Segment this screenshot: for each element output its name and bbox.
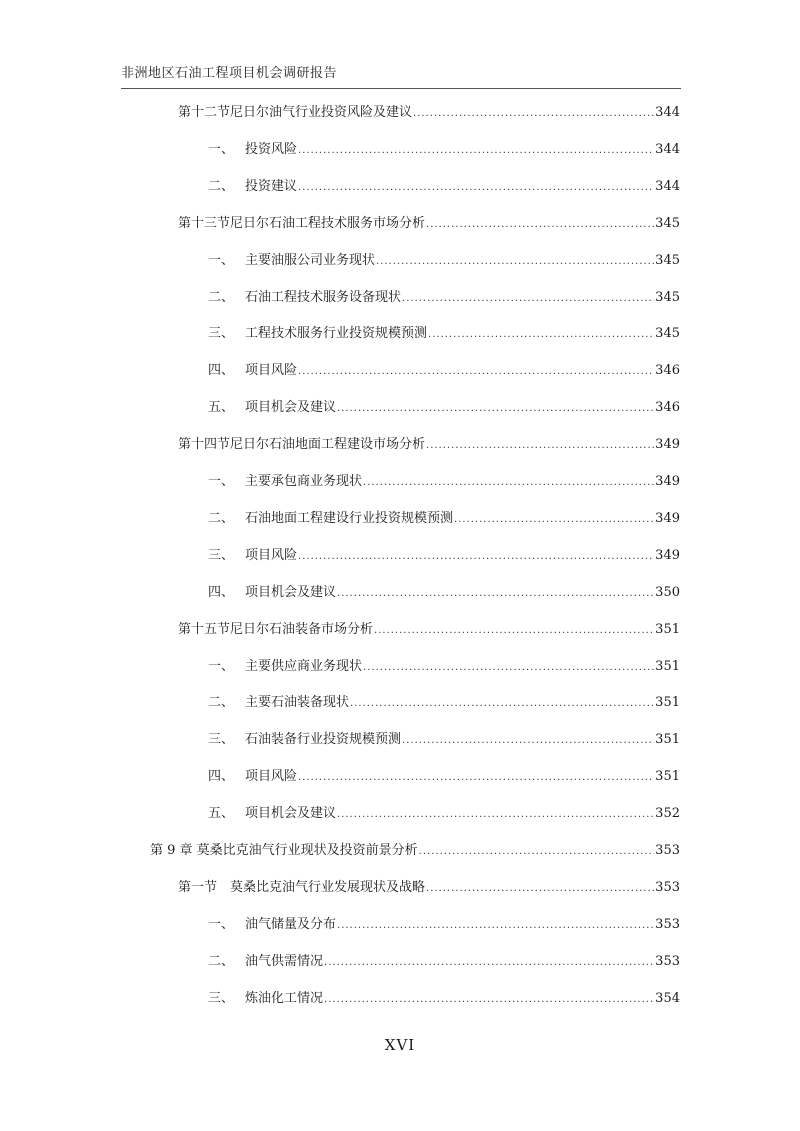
toc-entry-title: 项目机会及建议 <box>245 806 337 821</box>
toc-entry-title: 项目风险 <box>245 363 298 378</box>
toc-leader-dots <box>298 547 654 567</box>
toc-entry-page: 345 <box>655 326 680 341</box>
toc-leader-dots <box>402 289 654 309</box>
toc-leader-dots <box>413 104 654 124</box>
toc-entry-title: 油气储量及分布 <box>245 917 337 932</box>
toc-entry-number: 一、 <box>208 917 235 932</box>
toc-entry-number: 三、 <box>208 326 235 341</box>
toc-entry[interactable] <box>208 804 680 824</box>
toc-entry-page: 345 <box>655 216 680 231</box>
toc-entry-number: 三、 <box>208 548 235 563</box>
toc-entry-page: 354 <box>655 991 680 1006</box>
toc-entry-page: 353 <box>655 843 680 858</box>
toc-entry-page: 351 <box>655 622 680 637</box>
toc-entry-title: 投资建议 <box>245 179 298 194</box>
toc-leader-dots <box>376 252 654 272</box>
toc-entry-title: 石油地面工程建设行业投资规模预测 <box>245 511 454 526</box>
toc-entry-page: 350 <box>655 585 680 600</box>
toc-entry[interactable] <box>208 989 680 1009</box>
toc-entry-title: 工程技术服务行业投资规模预测 <box>245 326 428 341</box>
page-header-title: 非洲地区石油工程项目机会调研报告 <box>121 66 338 81</box>
toc-entry[interactable] <box>208 730 680 750</box>
toc-entry-title: 第 9 章 莫桑比克油气行业现状及投资前景分析 <box>150 843 418 858</box>
toc-entry-page: 349 <box>655 548 680 563</box>
toc-entry[interactable] <box>208 952 680 972</box>
toc-leader-dots <box>363 658 654 678</box>
toc-entry-number: 第一节 <box>178 880 218 895</box>
toc-entry-page: 349 <box>655 511 680 526</box>
toc-entry-title: 主要承包商业务现状 <box>245 474 363 489</box>
toc-entry-page: 346 <box>655 363 680 378</box>
toc-entry[interactable] <box>208 398 680 418</box>
toc-leader-dots <box>402 731 654 751</box>
toc-entry-title: 投资风险 <box>245 142 298 157</box>
toc-entry-number: 一、 <box>208 142 235 157</box>
toc-leader-dots <box>419 842 655 862</box>
toc-entry-title: 油气供需情况 <box>245 954 324 969</box>
toc-entry-page: 353 <box>655 917 680 932</box>
toc-leader-dots <box>454 510 654 530</box>
toc-entry[interactable] <box>208 177 680 197</box>
toc-leader-dots <box>324 953 654 973</box>
toc-entry-number: 第十三节 <box>178 216 231 231</box>
toc-entry[interactable] <box>208 583 680 603</box>
toc-entry-number: 五、 <box>208 806 235 821</box>
toc-entry[interactable] <box>208 472 680 492</box>
toc-entry-title: 石油装备行业投资规模预测 <box>245 732 402 747</box>
toc-entry-number: 第十二节 <box>178 105 231 120</box>
toc-entry[interactable] <box>208 509 680 529</box>
toc-entry-number: 五、 <box>208 400 235 415</box>
toc-entry-page: 351 <box>655 659 680 674</box>
toc-leader-dots <box>298 178 654 198</box>
toc-entry-page: 345 <box>655 290 680 305</box>
toc-entry[interactable] <box>178 620 680 640</box>
toc-leader-dots <box>426 879 654 899</box>
toc-entry-title: 主要石油装备现状 <box>245 695 350 710</box>
toc-entry[interactable] <box>208 324 680 344</box>
toc-leader-dots <box>426 215 654 235</box>
toc-entry-number: 二、 <box>208 290 235 305</box>
toc-entry-title: 炼油化工情况 <box>245 991 324 1006</box>
toc-entry-number: 二、 <box>208 511 235 526</box>
toc-leader-dots <box>298 362 654 382</box>
toc-entry-page: 346 <box>655 400 680 415</box>
toc-entry[interactable] <box>208 546 680 566</box>
toc-leader-dots <box>363 473 654 493</box>
toc-entry[interactable] <box>208 140 680 160</box>
toc-entry-number: 三、 <box>208 991 235 1006</box>
toc-leader-dots <box>337 584 654 604</box>
toc-entry[interactable] <box>208 288 680 308</box>
toc-entry-number: 四、 <box>208 585 235 600</box>
toc-entry-page: 349 <box>655 437 680 452</box>
toc-leader-dots <box>337 805 654 825</box>
toc-entry-number: 三、 <box>208 732 235 747</box>
toc-entry[interactable] <box>150 841 680 861</box>
toc-entry-title: 主要供应商业务现状 <box>245 659 363 674</box>
toc-entry-number: 二、 <box>208 695 235 710</box>
toc-entry-number: 四、 <box>208 363 235 378</box>
toc-leader-dots <box>324 990 654 1010</box>
toc-leader-dots <box>337 399 654 419</box>
page-number: XVI <box>384 1036 416 1054</box>
toc-entry[interactable] <box>208 361 680 381</box>
toc-entry-title: 尼日尔石油地面工程建设市场分析 <box>230 437 426 452</box>
toc-entry-page: 349 <box>655 474 680 489</box>
toc-entry-title: 莫桑比克油气行业发展现状及战略 <box>230 880 426 895</box>
toc-entry-page: 344 <box>655 105 680 120</box>
toc-entry-number: 一、 <box>208 474 235 489</box>
toc-entry[interactable] <box>208 693 680 713</box>
toc-entry-page: 344 <box>655 142 680 157</box>
toc-leader-dots <box>337 916 654 936</box>
toc-entry-number: 第十五节 <box>178 622 231 637</box>
toc-entry-page: 344 <box>655 179 680 194</box>
toc-entry-page: 353 <box>655 880 680 895</box>
toc-entry-title: 项目风险 <box>245 548 298 563</box>
toc-entry-title: 石油工程技术服务设备现状 <box>245 290 402 305</box>
toc-leader-dots <box>374 621 654 641</box>
toc-leader-dots <box>350 694 654 714</box>
toc-entry-number: 二、 <box>208 179 235 194</box>
toc-entry-page: 351 <box>655 769 680 784</box>
toc-entry-title: 项目机会及建议 <box>245 585 337 600</box>
toc-entry-title: 尼日尔油气行业投资风险及建议 <box>230 105 413 120</box>
toc-entry-page: 353 <box>655 954 680 969</box>
toc-leader-dots <box>298 141 654 161</box>
toc-entry[interactable] <box>178 103 680 123</box>
toc-entry-page: 345 <box>655 253 680 268</box>
toc-entry-title: 项目风险 <box>245 769 298 784</box>
toc-entry-number: 第十四节 <box>178 437 231 452</box>
toc-entry-number: 一、 <box>208 253 235 268</box>
toc-entry-title: 主要油服公司业务现状 <box>245 253 376 268</box>
toc-entry[interactable] <box>208 251 680 271</box>
toc-entry-number: 四、 <box>208 769 235 784</box>
toc-leader-dots <box>298 768 654 788</box>
toc-leader-dots <box>426 436 654 456</box>
toc-entry[interactable] <box>208 915 680 935</box>
toc-entry-number: 一、 <box>208 659 235 674</box>
toc-entry-page: 351 <box>655 695 680 710</box>
toc-entry[interactable] <box>208 657 680 677</box>
toc-entry-page: 351 <box>655 732 680 747</box>
toc-entry-title: 尼日尔石油装备市场分析 <box>230 622 374 637</box>
toc-entry-number: 二、 <box>208 954 235 969</box>
toc-entry[interactable] <box>178 878 680 898</box>
toc-entry[interactable] <box>178 435 680 455</box>
toc-entry-page: 352 <box>655 806 680 821</box>
toc-leader-dots <box>428 325 654 345</box>
toc-entry-title: 项目机会及建议 <box>245 400 337 415</box>
toc-entry[interactable] <box>178 214 680 234</box>
toc-entry-title: 尼日尔石油工程技术服务市场分析 <box>230 216 426 231</box>
toc-entry[interactable] <box>208 767 680 787</box>
